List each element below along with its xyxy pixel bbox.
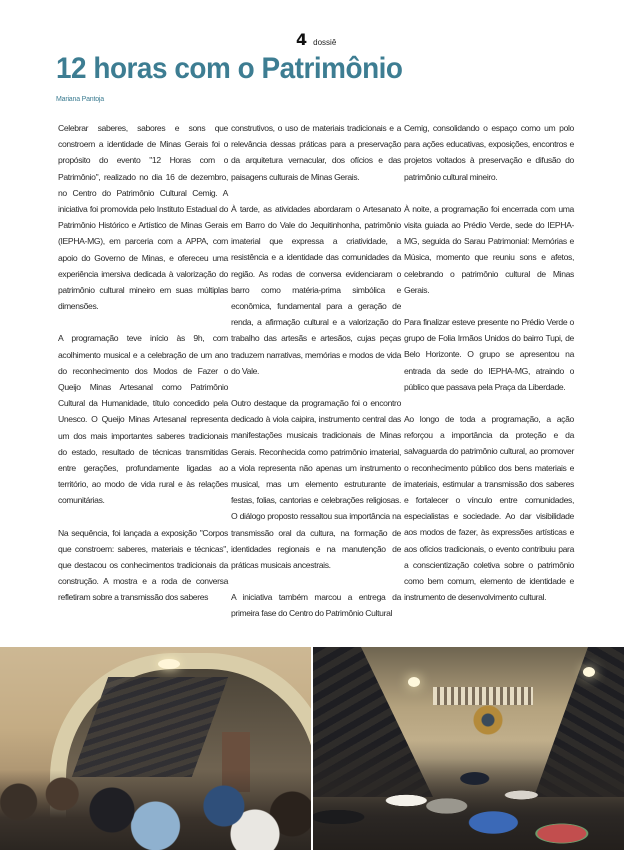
paragraph: Ao longo de toda a programação, a ação reforçou a importância da proteção e da salvaguarda do patrimônio cultural, ao promover o reconhecimento público dos bens materiais e imateriais, estimular a transmissão dos saberes e fortalecer o vínculo entre comunidades, especialistas e sociedade. Ao dar visibilidade aos modos de fazer, às expressões artísticas e aos ofícios tradicionais, o evento contribuiu para a conscientização coletiva sobre o patrimônio como bem comum, elemento de identidade e instrumento de desenvolvimento cultural. xyxy=(404,414,574,603)
visitors-crowd xyxy=(0,770,311,850)
photo-strip xyxy=(0,647,624,850)
paragraph: Para finalizar esteve presente no Prédio Verde o grupo de Folia Irmãos Unidos do bairro Tupi, de Belo Horizonte. O grupo se apresentou na entrada da sede do IEPHA-MG, atraindo o público que passava pela Praça da Liberdade. xyxy=(404,317,574,392)
paragraph: Celebrar saberes, sabores e sons que constroem a identidade de Minas Gerais foi o propósito do evento "12 Horas com o Patrimônio", realizado no dia 16 de dezembro, no Centro do Patrimônio Cultural Cemig. A iniciativa foi promovida pelo Instituto Estadual do Patrimônio Histórico e Artístico de Minas Gerais (IEPHA-MG), em parceria com a APPA, com apoio do Governo de Minas, e ofereceu uma experiência imersiva dedicada à valorização do patrimônio cultural mineiro em suas múltiplas dimensões. xyxy=(58,123,228,312)
article-column-2 xyxy=(231,120,401,638)
ceiling-lamp xyxy=(158,659,180,669)
ornamental-crest xyxy=(473,705,503,735)
article-column-1 xyxy=(58,120,228,622)
paragraph: À tarde, as atividades abordaram o Artesanato em Barro do Vale do Jequitinhonha, patrimônio imaterial que expressa a criatividade, a resistência e a identidade das comunidades da região. As rodas de conversa evidenciaram o barro como matéria-prima simbólica e econômica, fundamental para a geração de renda, a afirmação cultural e a valorização do trabalho das artesãs e artesãos, cujas peças traduzem narrativas, memórias e modos de vida do Vale. xyxy=(231,203,401,376)
page-number: 4 xyxy=(296,30,308,49)
paragraph: construtivos, o uso de materiais tradicionais e a relevância dessas práticas para a preservação da arquitetura vernacular, dos ofícios e das paisagens culturais de Minas Gerais. xyxy=(231,123,401,182)
paragraph: Cemig, consolidando o espaço como um polo para ações educativas, exposições, encontros e projetos voltados à preservação e difusão do patrimônio cultural mineiro. xyxy=(404,123,574,182)
visitors-crowd xyxy=(313,740,624,850)
article-column-3 xyxy=(404,120,574,621)
page-header xyxy=(296,30,336,49)
balustrade xyxy=(433,687,533,705)
article-title: 12 horas com o Patrimônio xyxy=(56,52,403,85)
paragraph: Outro destaque da programação foi o encontro dedicado à viola caipira, instrumento central das manifestações musicais tradicionais de Minas Gerais. Reconhecida como patrimônio imaterial, a viola representa não apenas um instrumento musical, mas um elemento estruturante de festas, folias, cantorias e celebrações religiosas. O diálogo proposto ressaltou sua importância na transmissão oral da cultura, na formação de identidades regionais e na manutenção de práticas musicais ancestrais. xyxy=(231,398,401,571)
photo-arch-staircase xyxy=(0,647,311,850)
section-label: dossiê xyxy=(313,38,337,47)
author-byline: Mariana Pantoja xyxy=(56,96,104,103)
paragraph: A programação teve início às 9h, com acolhimento musical e a celebração de um ano do reconhecimento dos Modos de Fazer o Queijo Minas Artesanal como Patrimônio Cultural da Humanidade, título concedido pela Unesco. O Queijo Minas Artesanal representa um dos mais importantes saberes tradicionais do estado, resultado de técnicas transmitidas entre gerações, profundamente ligadas ao território, ao modo de vida rural e às relações comunitárias. xyxy=(58,333,228,506)
wall-lamp xyxy=(408,677,420,687)
paragraph: A iniciativa também marcou a entrega da primeira fase do Centro do Patrimônio Cultural xyxy=(231,592,401,619)
wall-lamp xyxy=(583,667,595,677)
paragraph: Na sequência, foi lançada a exposição "Corpos que constroem: saberes, materiais e técnicas", que destacou os conhecimentos tradicionais da construção. A mostra e a roda de conversa refletiram sobre a transmissão dos saberes xyxy=(58,527,228,603)
photo-staircase-night xyxy=(313,647,624,850)
paragraph: À noite, a programação foi encerrada com uma visita guiada ao Prédio Verde, sede do IEPHA-MG, seguida do Sarau Patrimonial: Memórias e Música, momento que reuniu sons e afetos, celebrando o patrimônio cultural de Minas Gerais. xyxy=(404,203,574,295)
